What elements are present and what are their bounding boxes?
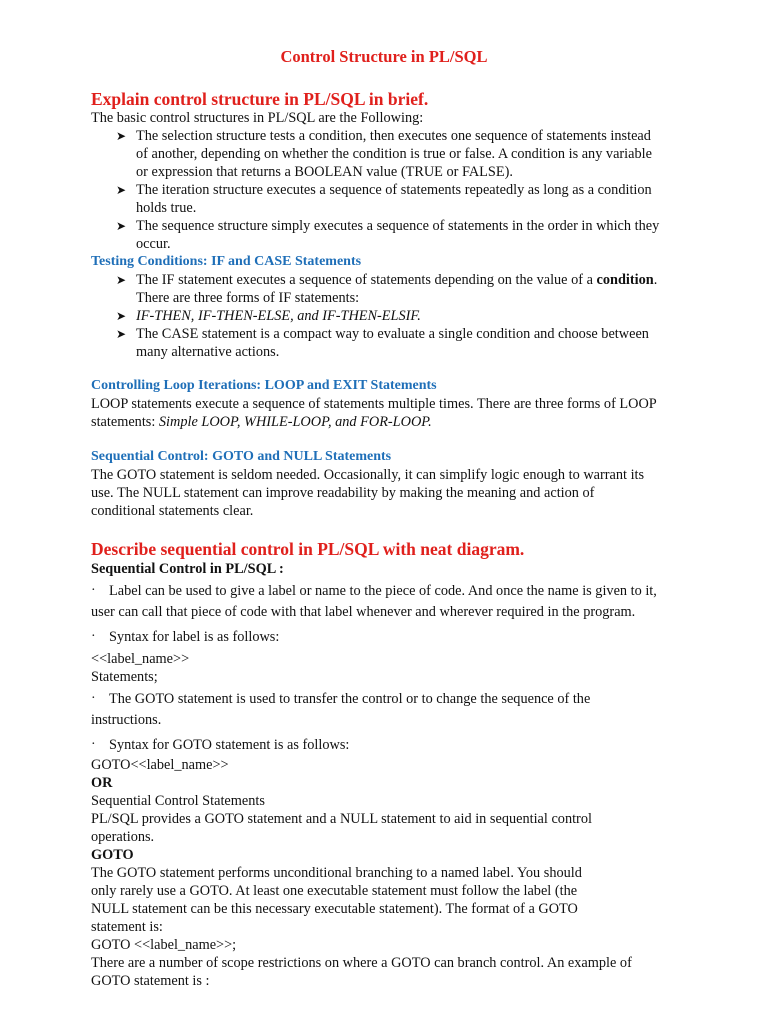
paragraph-line: Label can be used to give a label or name to the piece of code. And once the name is given to it, (109, 583, 657, 599)
intro-text: The basic control structures in PL/SQL are the Following: (91, 110, 424, 126)
arrow-bullet-icon: ➤ (116, 129, 127, 143)
condition-bold-text: condition (596, 272, 654, 288)
paragraph-line: Sequential Control Statements (91, 793, 265, 809)
paragraph-line: GOTO statement is : (91, 973, 210, 989)
paragraph-line: statement is: (91, 919, 163, 935)
bullet-line: The selection structure tests a condition, then executes one sequence of statements instead (136, 128, 651, 144)
paragraph-line: There are a number of scope restrictions on where a GOTO can branch control. An example of (91, 955, 632, 971)
section-heading-loop: Controlling Loop Iterations: LOOP and EXIT Statements (91, 378, 437, 393)
paragraph-line: The GOTO statement is seldom needed. Occasionally, it can simplify logic enough to warrant its (91, 467, 645, 483)
paragraph-line: NULL statement can be this necessary executable statement). The format of a GOTO (91, 901, 578, 917)
code-line: <<label_name>> (91, 651, 190, 667)
paragraph-line: The GOTO statement is used to transfer the control or to change the sequence of the (109, 691, 591, 707)
paragraph-line: LOOP statements execute a sequence of statements multiple times. There are three forms of LOOP (91, 396, 657, 412)
code-line: GOTO <<label_name>>; (91, 937, 237, 953)
bullet-line: holds true. (136, 200, 197, 216)
bullet-line: of another, depending on whether the condition is true or false. A condition is any variable (136, 146, 652, 162)
page-title: Control Structure in PL/SQL (280, 47, 488, 66)
paragraph-line: only rarely use a GOTO. At least one executable statement must follow the label (the (91, 883, 578, 899)
paragraph-line: The GOTO statement performs unconditional branching to a named label. You should (91, 865, 582, 881)
bullet-line: The sequence structure simply executes a sequence of statements in the order in which they (136, 218, 660, 234)
arrow-bullet-icon: ➤ (116, 183, 127, 197)
if-forms-line: IF-THEN, IF-THEN-ELSE, and IF-THEN-ELSIF. (136, 308, 421, 324)
code-line: GOTO<<label_name>> (91, 757, 229, 773)
paragraph-line: PL/SQL provides a GOTO statement and a NULL statement to aid in sequential control (91, 811, 592, 827)
bullet-line: or expression that returns a BOOLEAN value (TRUE or FALSE). (136, 164, 513, 180)
arrow-bullet-icon: ➤ (116, 327, 127, 341)
bullet-line: There are three forms of IF statements: (136, 290, 360, 306)
paragraph-line: operations. (91, 829, 155, 845)
bullet-line: occur. (136, 236, 171, 252)
arrow-bullet-icon: ➤ (116, 219, 127, 233)
paragraph-line: Syntax for label is as follows: (109, 629, 280, 645)
bullet-dot-icon: · (91, 629, 96, 644)
bullet-dot-icon: · (91, 583, 96, 598)
subheading: Sequential Control in PL/SQL : (91, 561, 284, 577)
section-heading-sequential: Sequential Control: GOTO and NULL Statements (91, 449, 392, 464)
paragraph-line: Syntax for GOTO statement is as follows: (109, 737, 350, 753)
bullet-line: The iteration structure executes a sequence of statements repeatedly as long as a condition (136, 182, 652, 198)
bullet-line: The CASE statement is a compact way to evaluate a single condition and choose between (136, 326, 649, 342)
bullet-dot-icon: · (91, 691, 96, 706)
arrow-bullet-icon: ➤ (116, 273, 127, 287)
paragraph-line: user can call that piece of code with that label whenever and wherever required in the program. (91, 604, 636, 620)
or-label: OR (91, 775, 113, 791)
bullet-dot-icon: · (91, 737, 96, 752)
if-statement-line: The IF statement executes a sequence of statements depending on the value of a condition. (136, 272, 658, 288)
paragraph-line: conditional statements clear. (91, 503, 254, 519)
question-2-heading: Describe sequential control in PL/SQL with neat diagram. (91, 539, 525, 559)
arrow-bullet-icon: ➤ (116, 309, 127, 323)
paragraph-line: statements: Simple LOOP, WHILE-LOOP, and FOR-LOOP. (91, 414, 432, 430)
code-line: Statements; (91, 669, 158, 685)
section-heading-testing: Testing Conditions: IF and CASE Statements (91, 254, 362, 269)
bullet-line: many alternative actions. (136, 344, 280, 360)
paragraph-line: instructions. (91, 712, 162, 728)
question-1-heading: Explain control structure in PL/SQL in brief. (91, 89, 429, 109)
paragraph-line: use. The NULL statement can improve readability by making the meaning and action of (91, 485, 595, 501)
goto-heading: GOTO (91, 847, 134, 863)
